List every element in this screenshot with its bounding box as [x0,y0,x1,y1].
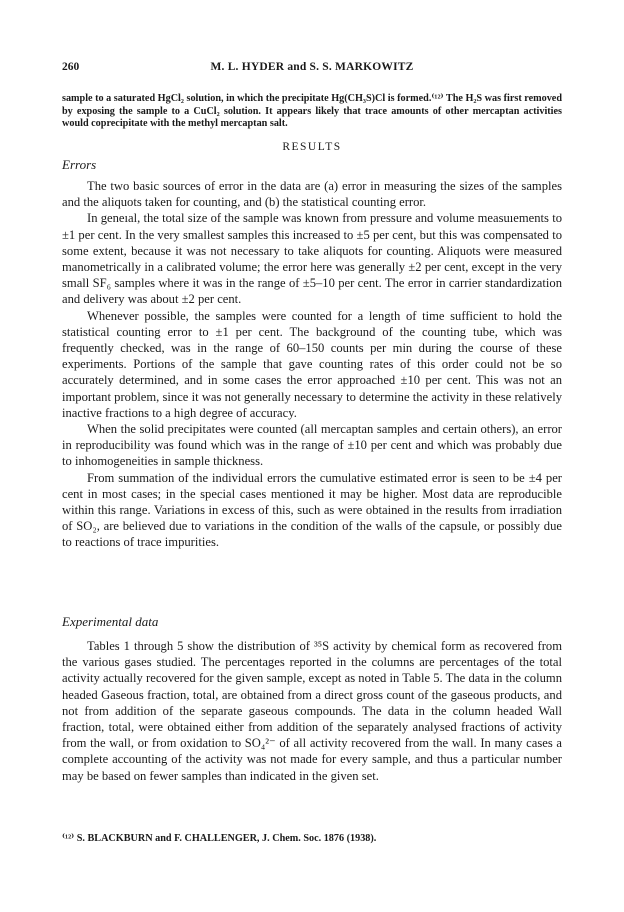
paragraph: From summation of the individual errors the cumulative estimated error is seen to be ±4 per cent in most cases; in the special cases mentioned it may be higher. Most data are reproducible within this range. Variations in excess of this, such as were obtained in the results from irradiation of SO₂, are believed due to variations in the condition of the walls of the capsule, or possibly due to reactions of trace impurities. [62,470,562,550]
paragraph: Whenever possible, the samples were counted for a length of time sufficient to hold the statistical counting error to ±1 per cent. The background of the counting tube, which was frequently checked, was in the range of 60–150 counts per min during the course of these experiments. Portions of the sample that gave counting rates of this order could not be so accurately determined, and in some cases the error approached ±10 per cent. This was not an important problem, since it was not generally necessary to determine the activity in these relatively inactive fractions to a high degree of accuracy. [62,308,562,420]
page-number: 260 [62,61,80,73]
footnote: ⁽¹²⁾ S. BLACKBURN and F. CHALLENGER, J. Chem. Soc. 1876 (1938). [62,833,377,844]
paragraph: Tables 1 through 5 show the distribution of ³⁵S activity by chemical form as recovered from the various gases studied. The percentages reported in the columns are percentages of the total activity actually recovered for the given sample, except as noted in Table 5. The data in the column headed Gaseous fraction, total, are obtained from a direct gross count of the gaseous products, and not from addition of the separate gaseous compounds. The data in the column headed Wall fraction, total, were obtained either from addition of the separately analysed fractions of activity from the wall, or from oxidation to SO₄²⁻ of all activity recovered from the wall. In many cases a complete accounting of the activity was not made for every sample, and thus a particular number may be based on fewer samples than indicated in the given set. [62,639,562,783]
running-head [62,61,562,77]
paragraph: When the solid precipitates were counted (all mercaptan samples and certain others), an error in reproducibility was found which was in the range of ±10 per cent and which was probably due to inhomogeneities in sample thickness. [62,422,562,469]
subsection-heading-errors: Errors [62,157,97,172]
errors-section-body [62,178,562,551]
continued-paragraph: sample to a saturated HgCl₂ solution, in which the precipitate Hg(CH₃S)Cl is formed.⁽¹²⁾ The H₂S was first removed by exposing the sample to a CuCl₂ solution. It appears likely that trace amounts of other mercaptan activities would coprecipitate with the methyl mercaptan salt. [62,93,562,129]
experimental-section-body [62,638,562,784]
section-heading: RESULTS [282,141,342,153]
paragraph: In geneıal, the total size of the sample was known from pressure and volume measuıements to ±1 per cent. In the very smallest samples this increased to ±5 per cent, but this was compensated to some extent, because it was not necessary to take aliquots for counting. Aliquots were measured manometrically in a calibrated volume; the error here was generally ±2 per cent, except in the very small SF₆ samples where it was in the range of ±5–10 per cent. The error in carrier standardization and delivery was about ±2 per cent. [62,211,562,307]
running-title: M. L. HYDER and S. S. MARKOWITZ [210,61,414,73]
paragraph: The two basic sources of error in the data are (a) error in measuring the sizes of the samples and the aliquots taken for counting, and (b) the statistical counting error. [62,179,562,210]
subsection-heading-experimental-data: Experimental data [62,614,159,629]
